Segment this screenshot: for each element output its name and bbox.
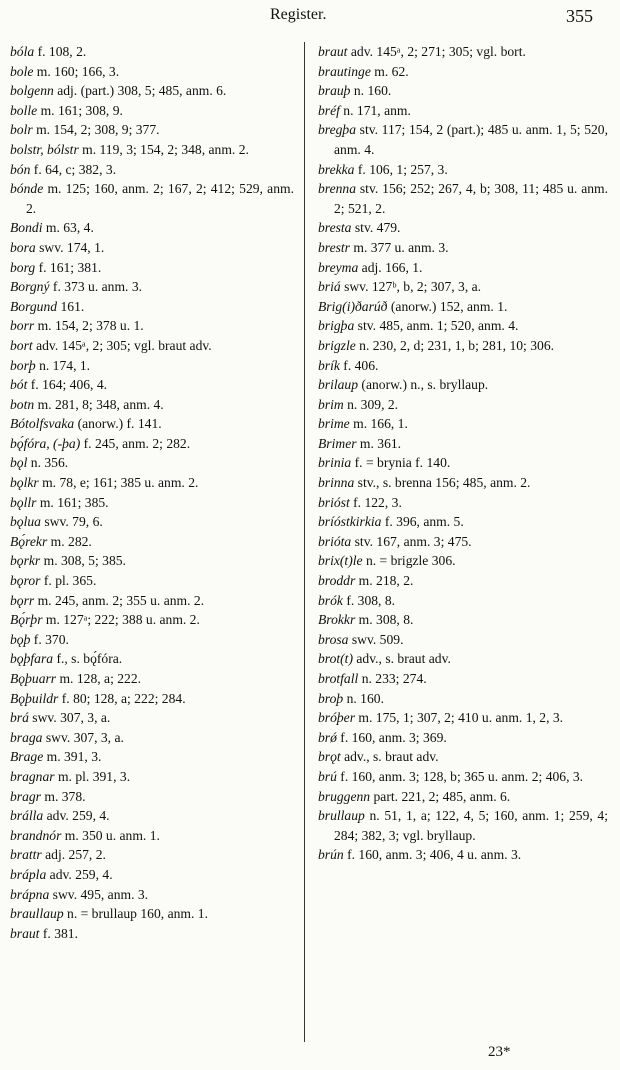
index-entry [10, 316, 294, 336]
index-entry [10, 532, 294, 552]
index-entry [318, 532, 608, 552]
entry-headword: Bǫ́rekr [10, 533, 48, 549]
index-entry [318, 81, 608, 101]
index-entry [318, 728, 608, 748]
entry-headword: bǫllr [10, 494, 37, 510]
index-entry [318, 179, 608, 218]
index-entry [318, 610, 608, 630]
index-entry [318, 453, 608, 473]
entry-headword: bǫlua [10, 514, 41, 530]
entry-headword: brigþa [318, 318, 355, 334]
index-entry [318, 258, 608, 278]
index-entry [318, 473, 608, 493]
index-entry [10, 767, 294, 787]
entry-headword: borr [10, 318, 35, 334]
entry-references: f. 373 u. anm. 3. [49, 279, 143, 295]
entry-references: m. 378. [40, 788, 86, 804]
index-entry [10, 277, 294, 297]
entry-references: n. 230, 2, d; 231, 1, b; 281, 10; 306. [355, 337, 555, 353]
entry-references: n. = brigzle 306. [362, 553, 456, 569]
entry-headword: brenna [318, 181, 357, 197]
index-entry [318, 434, 608, 454]
index-entry [318, 356, 608, 376]
entry-headword: brǫt [318, 749, 341, 765]
entry-references: f. 64, c; 382, 3. [30, 161, 117, 177]
index-entry [10, 160, 294, 180]
index-entry [318, 669, 608, 689]
entry-headword: bǫrkr [10, 553, 41, 569]
entry-headword: bǫþfara [10, 651, 54, 667]
index-entry [10, 140, 294, 160]
entry-references: n. 356. [27, 455, 69, 471]
entry-references: part. 221, 2; 485, anm. 6. [370, 788, 511, 804]
index-entry [318, 120, 608, 159]
entry-headword: brestr [318, 239, 350, 255]
entry-headword: bolle [10, 102, 38, 118]
index-entry [10, 591, 294, 611]
entry-headword: brotfall [318, 671, 359, 686]
entry-references: swv. 307, 3, a. [42, 729, 124, 745]
entry-headword: brandnór [10, 827, 62, 843]
left-column [10, 42, 294, 943]
index-entry [10, 493, 294, 513]
entry-headword: brinna [318, 475, 355, 491]
entry-references: f. 122, 3. [349, 494, 402, 510]
entry-references: stv. 485, anm. 1; 520, anm. 4. [354, 318, 519, 334]
entry-references: f. 160, anm. 3; 406, 4 u. anm. 3. [343, 847, 522, 863]
entry-headword: brim [318, 396, 344, 412]
index-entry [10, 845, 294, 865]
entry-references: m. 125; 160, anm. 2; 167, 2; 412; 529, anm. 2. [26, 181, 294, 216]
index-entry [318, 395, 608, 415]
index-entry [318, 512, 608, 532]
index-entry [10, 826, 294, 846]
index-entry [10, 81, 294, 101]
entry-headword: braut [318, 44, 348, 59]
entry-headword: brauþ [318, 83, 351, 99]
entry-references: m. 282. [47, 533, 92, 549]
index-entry [10, 297, 294, 317]
entry-references: f. 308, 8. [342, 592, 396, 608]
entry-references: m. 128, a; 222. [56, 671, 142, 686]
entry-references: n. 51, 1, a; 122, 4, 5; 160, anm. 1; 259, 4; 284; 382, 3; vgl. bryllaup. [334, 808, 608, 843]
entry-references: m. 377 u. anm. 3. [349, 239, 449, 255]
entry-references: m. 281, 8; 348, anm. 4. [34, 396, 164, 412]
entry-headword: Bǫ́rþr [10, 612, 43, 628]
index-entry [10, 787, 294, 807]
entry-headword: bolr [10, 122, 33, 138]
index-entry [10, 924, 294, 944]
index-entry [10, 218, 294, 238]
entry-headword: bragr [10, 788, 41, 804]
index-entry [10, 512, 294, 532]
entry-headword: bolstr, bólstr [10, 141, 79, 157]
index-entry [10, 258, 294, 278]
entry-references: swv. 127ᵇ, b, 2; 307, 3, a. [340, 279, 482, 295]
entry-references: m. 154, 2; 308, 9; 377. [32, 122, 160, 138]
entry-headword: bónde [10, 181, 44, 197]
entry-references: f. 80; 128, a; 222; 284. [58, 690, 186, 706]
index-entry [10, 414, 294, 434]
entry-headword: bréf [318, 102, 340, 118]
index-entry [10, 669, 294, 689]
entry-headword: brálla [10, 808, 44, 824]
entry-references: n. 233; 274. [358, 671, 427, 686]
entry-references: f. pl. 365. [40, 573, 97, 589]
index-entry [10, 649, 294, 669]
index-entry [318, 160, 608, 180]
entry-references: adj. 257, 2. [41, 847, 106, 863]
entry-references: n. 160. [343, 690, 384, 706]
entry-references: adv. 145ᵃ, 2; 305; vgl. braut adv. [32, 337, 212, 353]
index-entry [10, 238, 294, 258]
entry-headword: bort [10, 337, 33, 353]
entry-references: swv. 495, anm. 3. [49, 886, 149, 902]
entry-headword: Borgný [10, 279, 50, 295]
entry-references: m. 308, 5; 385. [40, 553, 126, 569]
entry-references: n. 160. [350, 83, 392, 99]
entry-headword: bregþa [318, 122, 357, 138]
entry-headword: brík [318, 357, 340, 373]
entry-headword: bole [10, 63, 34, 79]
entry-references: m. 160; 166, 3. [33, 63, 120, 79]
entry-references: f. 161; 381. [35, 259, 102, 275]
entry-references: adv., s. braut adv. [340, 749, 439, 765]
entry-references: adv. 145ᵃ, 2; 271; 305; vgl. bort. [347, 44, 526, 59]
entry-headword: bruggenn [318, 788, 371, 804]
entry-headword: bǫror [10, 573, 41, 589]
entry-references: m. 175, 1; 307, 2; 410 u. anm. 1, 2, 3. [355, 710, 564, 726]
index-entry [318, 336, 608, 356]
index-entry [318, 571, 608, 591]
index-entry [10, 179, 294, 218]
page-header [0, 6, 620, 28]
index-entry [318, 845, 608, 865]
entry-headword: brók [318, 592, 343, 608]
index-entry [318, 277, 608, 297]
index-entry [318, 747, 608, 767]
entry-headword: borg [10, 259, 36, 275]
entry-headword: bón [10, 161, 31, 177]
entry-references: f. 370. [30, 631, 69, 647]
entry-headword: Brig(i)ðarúð [318, 298, 388, 314]
entry-headword: borþ [10, 357, 36, 373]
entry-headword: bróþer [318, 710, 356, 726]
entry-headword: brosa [318, 631, 349, 647]
index-entry [318, 297, 608, 317]
entry-headword: Brimer [318, 435, 357, 451]
entry-references: m. 127ᵃ; 222; 388 u. anm. 2. [42, 612, 200, 628]
entry-references: m. 62. [370, 63, 409, 79]
index-entry [10, 62, 294, 82]
index-entry [10, 375, 294, 395]
index-entry [10, 865, 294, 885]
page-title: Register. [270, 6, 327, 23]
entry-headword: bora [10, 239, 36, 255]
index-entry [318, 101, 608, 121]
index-entry [10, 120, 294, 140]
entry-references: adj. (part.) 308, 5; 485, anm. 6. [53, 83, 227, 99]
entry-headword: Bǫþuildr [10, 690, 59, 706]
index-entry [10, 610, 294, 630]
index-entry [318, 708, 608, 728]
entry-headword: brix(t)le [318, 553, 363, 569]
entry-references: m. pl. 391, 3. [54, 768, 131, 784]
entry-headword: brǿ [318, 729, 337, 745]
index-entry [10, 473, 294, 493]
column-divider [304, 42, 305, 1042]
entry-headword: botn [10, 396, 35, 412]
entry-references: (anorw.) n., s. bryllaup. [358, 377, 489, 393]
entry-headword: bǫlkr [10, 475, 39, 491]
entry-headword: brime [318, 416, 350, 432]
index-entry [318, 689, 608, 709]
entry-headword: Bondi [10, 220, 43, 236]
index-entry [318, 238, 608, 258]
entry-references: m. 161; 385. [36, 494, 109, 510]
entry-headword: bǫrr [10, 592, 35, 608]
index-entry [10, 806, 294, 826]
entry-references: stv., s. brenna 156; 485, anm. 2. [354, 475, 531, 491]
entry-references: m. 78, e; 161; 385 u. anm. 2. [38, 475, 199, 491]
entry-references: f. 108, 2. [34, 44, 87, 59]
entry-headword: bragnar [10, 768, 55, 784]
entry-references: n. 171, anm. [339, 102, 411, 118]
index-entry [318, 316, 608, 336]
entry-headword: broþ [318, 690, 344, 706]
entry-references: 161. [57, 298, 85, 314]
entry-references: f. 245, anm. 2; 282. [80, 435, 191, 451]
entry-headword: brilaup [318, 377, 359, 393]
entry-headword: brullaup [318, 808, 365, 824]
entry-headword: brá [10, 710, 29, 726]
entry-references: (anorw.) 152, anm. 1. [387, 298, 508, 314]
index-entry [10, 434, 294, 454]
entry-references: stv. 479. [351, 220, 401, 236]
index-entry [318, 414, 608, 434]
entry-headword: braga [10, 729, 43, 745]
index-entry [10, 728, 294, 748]
entry-references: f. 106, 1; 257, 3. [354, 161, 448, 177]
index-entry [10, 551, 294, 571]
entry-headword: brióst [318, 494, 350, 510]
entry-headword: bolgenn [10, 83, 54, 99]
index-entry [318, 375, 608, 395]
entry-headword: brápla [10, 866, 47, 882]
printer-signature: 23* [488, 1044, 511, 1060]
entry-headword: brautinge [318, 63, 371, 79]
entry-headword: Borgund [10, 298, 58, 314]
entry-headword: braut [10, 925, 40, 941]
index-entry [318, 218, 608, 238]
entry-headword: bǫl [10, 455, 28, 471]
entry-references: stv. 156; 252; 267, 4, b; 308, 11; 485 u. anm. 2; 521, 2. [334, 181, 608, 216]
entry-references: f. 406. [339, 357, 379, 373]
entry-references: m. 166, 1. [349, 416, 408, 432]
index-entry [318, 649, 608, 669]
entry-headword: bríóstkirkia [318, 514, 382, 530]
index-entry [10, 336, 294, 356]
entry-references: f. 160, anm. 3; 128, b; 365 u. anm. 2; 406, 3. [336, 768, 584, 784]
index-entry [10, 571, 294, 591]
entry-headword: Bótolfsvaka [10, 416, 75, 432]
entry-references: n. 174, 1. [35, 357, 91, 373]
entry-references: m. 361. [356, 435, 402, 451]
entry-references: f. = brynia f. 140. [351, 455, 451, 471]
entry-references: f. 396, anm. 5. [381, 514, 464, 530]
entry-headword: bót [10, 377, 28, 393]
entry-references: (anorw.) f. 141. [74, 416, 162, 432]
entry-headword: braullaup [10, 906, 64, 922]
entry-references: adv., s. braut adv. [353, 651, 451, 667]
entry-headword: Brokkr [318, 612, 356, 628]
entry-references: f. 164; 406, 4. [27, 377, 108, 393]
index-entry [10, 689, 294, 709]
index-entry [10, 356, 294, 376]
entry-headword: broddr [318, 573, 356, 589]
entry-references: n. = brullaup 160, anm. 1. [63, 906, 208, 922]
entry-references: adj. 166, 1. [358, 259, 423, 275]
entry-headword: bóla [10, 44, 35, 59]
entry-headword: brattr [10, 847, 42, 863]
index-entry [10, 708, 294, 728]
entry-references: m. 63, 4. [42, 220, 94, 236]
entry-references: adv. 259, 4. [46, 866, 113, 882]
entry-headword: brot(t) [318, 651, 353, 667]
entry-references: swv. 307, 3, a. [28, 710, 111, 726]
entry-headword: briá [318, 279, 341, 295]
entry-headword: brióta [318, 533, 352, 549]
entry-headword: breyma [318, 259, 359, 275]
entry-headword: brekka [318, 161, 355, 177]
index-entry [10, 904, 294, 924]
entry-references: f. 381. [39, 925, 78, 941]
right-column [318, 42, 608, 865]
entry-references: f. 160, anm. 3; 369. [336, 729, 447, 745]
index-entry [318, 591, 608, 611]
entry-references: f., s. bǫ́fóra. [53, 651, 123, 667]
entry-references: m. 154, 2; 378 u. 1. [34, 318, 144, 334]
index-entry [318, 767, 608, 787]
index-entry [10, 630, 294, 650]
entry-references: swv. 79, 6. [40, 514, 103, 530]
index-entry [10, 101, 294, 121]
entry-headword: brú [318, 768, 337, 784]
index-entry [10, 42, 294, 62]
entry-references: m. 161; 308, 9. [37, 102, 123, 118]
index-entry [318, 551, 608, 571]
index-entry [10, 395, 294, 415]
index-entry [10, 885, 294, 905]
entry-references: m. 350 u. anm. 1. [61, 827, 160, 843]
entry-headword: brigzle [318, 337, 356, 353]
entry-references: swv. 174, 1. [35, 239, 105, 255]
index-entry [318, 493, 608, 513]
index-entry [318, 630, 608, 650]
entry-references: n. 309, 2. [343, 396, 399, 412]
entry-headword: bresta [318, 220, 352, 236]
index-entry [10, 747, 294, 767]
index-entry [318, 787, 608, 807]
entry-headword: brinia [318, 455, 352, 471]
entry-references: stv. 117; 154, 2 (part.); 485 u. anm. 1, 5; 520, anm. 4. [334, 122, 608, 157]
entry-references: adv. 259, 4. [43, 808, 110, 824]
entry-references: m. 308, 8. [355, 612, 414, 628]
entry-references: swv. 509. [348, 631, 404, 647]
entry-references: m. 391, 3. [43, 749, 102, 765]
entry-headword: brápna [10, 886, 50, 902]
entry-headword: Brage [10, 749, 44, 765]
entry-references: m. 218, 2. [355, 573, 414, 589]
entry-headword: brún [318, 847, 344, 863]
index-entry [318, 62, 608, 82]
entry-headword: bǫþ [10, 631, 31, 647]
entry-references: m. 119, 3; 154, 2; 348, anm. 2. [78, 141, 249, 157]
entry-references: m. 245, anm. 2; 355 u. anm. 2. [34, 592, 205, 608]
entry-headword: Bǫþuarr [10, 671, 57, 686]
index-entry [10, 453, 294, 473]
index-entry [318, 806, 608, 845]
index-entry [318, 42, 608, 62]
entry-headword: bǫ́fóra, (-þa) [10, 435, 81, 451]
entry-references: stv. 167, anm. 3; 475. [351, 533, 472, 549]
page-number: 355 [566, 6, 593, 26]
